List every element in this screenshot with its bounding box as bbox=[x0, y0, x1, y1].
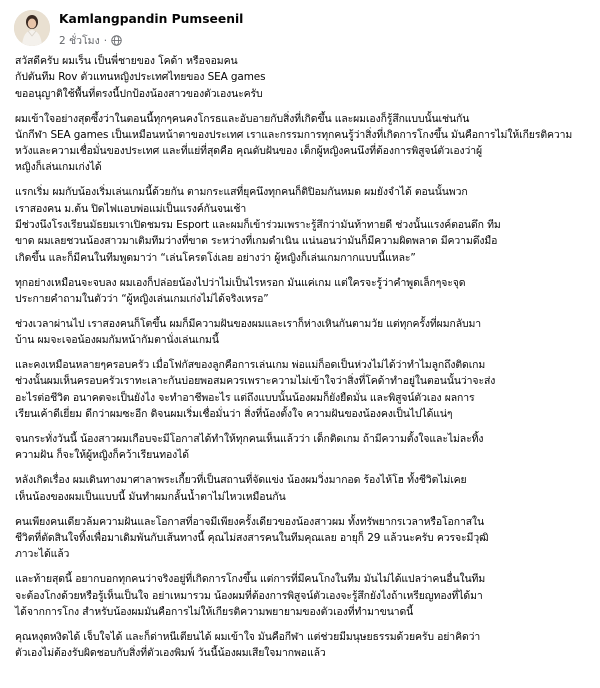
post-paragraph bbox=[15, 184, 587, 265]
author-name[interactable]: Kamlangpandin Pumseenil bbox=[59, 12, 244, 26]
post-text-line: ทุกอย่างเหมือนจะจบลง ผมเองก็ปล่อยน้องไปว่าไม่เป็นไรหรอก มันแค่เกม แต่ใครจะรู้ว่าคำพูดเล็กๆจะจุด bbox=[15, 276, 466, 289]
post-text-line: ตัวเองไม่ต้องรับผิดชอบกับสิ่งที่ตัวเองพิมพ์ วันนี้น้องผมเสียใจมากพอแล้ว bbox=[15, 647, 326, 660]
post-text-line: ได้จากการโกง สำหรับน้องผมมันคือการไม่ให้เกียรติความพยายามของตัวเองที่ทำมาขนาดนี้ bbox=[15, 605, 414, 618]
post-text-line: จะต้องโกงด้วยหรือรู้เห็นเป็นใจ อย่าเหมารวม น้องผมที่ต้องการพิสูจน์ตัวเองจะรู้สึกยังไงถ้าเหรียญทองที่ได้มา bbox=[15, 589, 483, 602]
post-body bbox=[15, 53, 587, 670]
post-text-line: กัปตันทีม Rov ตัวแทนหญิงประเทศไทยของ SEA games bbox=[15, 71, 266, 84]
post-header bbox=[0, 0, 600, 46]
post-text-line: อะไรต่อชีวิต อนาคตจะเป็นยังไง จะทำอาชีพอะไร แต่ถึงแบบนั้นน้องผมก็ยังยืดมั่น และพิสูจน์ตัวเอง ผลการ bbox=[15, 391, 475, 404]
post-text-line: มีช่วงนึงโรงเรียนมัธยมเราเปิดชมรม Esport และผมก็เข้าร่วมเพราะรู้สึกว่ามันท้าทายดี ช่วงนั้นแรงค์ตอนดึก ทีม bbox=[15, 219, 501, 232]
post-text-line: ผมเข้าใจอย่างสุดซึ้งว่าในตอนนี้ทุกๆคนคงโกรธและอับอายกับสิ่งที่เกิดขึ้น และผมเองก็รู้สึกแบบนั้นเช่นกัน bbox=[15, 112, 470, 125]
post-text-line: เกิดขึ้น และก็มีคนในทีมพูดมาว่า “เล่นโครตโง่เลย อย่างว่า ผู้หญิงก็เล่นเกมกากแบบนี้แหละ” bbox=[15, 251, 416, 264]
post-text-line: จนกระทั่งวันนี้ น้องสาวผมเกือบจะมีโอกาสได้ทำให้ทุกคนเห็นแล้วว่า เด็กติดเกม ถ้ามีความตั้งใจและไม่ละทิ้ง bbox=[15, 433, 484, 446]
post-text-line: เห็นน้องของผมเป็นแบบนี้ มันทำผมกลั้นน้ำตาไม่ไหวเหมือนกัน bbox=[15, 490, 286, 503]
post-text-line: และท้ายสุดนี้ อยากบอกทุกคนว่าจริงอยู่ที่เกิดการโกงขึ้น แต่การที่มีคนโกงในทีม มันไม่ได้แปลว่าคนอื่นในทีม bbox=[15, 573, 486, 586]
post-paragraph bbox=[15, 571, 587, 620]
post-paragraph bbox=[15, 629, 587, 662]
avatar[interactable] bbox=[14, 10, 50, 46]
post-text-line: ประกายคำถามในตัวว่า “ผู้หญิงเล่นเกมเก่งไม่ได้จริงเหรอ” bbox=[15, 292, 269, 305]
post-text-line: หลังเกิดเรื่อง ผมเดินทางมาศาลาพระเกี้ยวที่เป็นสถานที่จัดแข่ง น้องผมวิ่งมากอด ร้องไห้โฮ ทั้งชีวิตไม่เคย bbox=[15, 474, 467, 487]
post-text-line: คนเพียงคนเดียวล้มความฝันและโอกาสที่อาจมีเพียงครั้งเดียวของน้องสาวผม ทั้งทรัพยากรเวลาหรือโอกาสใน bbox=[15, 515, 485, 528]
post-paragraph bbox=[15, 53, 587, 102]
post-text-line: เราสองคน ม.ต้น ปิดไฟแอบพ่อแม่เป็นแรงค์กันจนเช้า bbox=[15, 202, 247, 215]
post-text-line: แรกเริ่ม ผมกับน้องเริ่มเล่นเกมนี้ด้วยกัน ตามกระแสที่ยุคนึงทุกคนก็ติปิอมกันหมด ผมยังจำได้ ตอนนั้นพวก bbox=[15, 186, 468, 199]
post-text-line: นักกีฬา SEA games เป็นเหมือนหน้าตาของประเทศ เราและกรรมการทุกคนรู้ว่าสิ่งที่เกิดการโกงขึ้น มันคือการไม่ให้เกียรติความ bbox=[15, 128, 573, 141]
post-text-line: บ้าน ผมจะเจอน้องผมกัมหน้ากัมตานั่งเล่นเกมนี้ bbox=[15, 334, 219, 347]
post-text-line: ช่วงนั้นผมเห็นครอบครัวเราทะเลาะกันบ่อยพอสมควรเพราะความไม่เข้าใจว่าสิ่งที่โคด้าทำอยู่ในตอนนั้นว่าจะส่ง bbox=[15, 375, 496, 388]
post-text-line: หวังและความเชื่อมั่นของประเทศ และที่แย่ที่สุดคือ คุณดับฝันของ เด็กผู้หญิงคนนึงที่ต้องการพิสูจน์ตัวเองว่าผู้ bbox=[15, 145, 483, 158]
post-paragraph bbox=[15, 357, 587, 422]
post-paragraph bbox=[15, 111, 587, 176]
post-text-line: ชีวิตที่ตัดสินใจทิ้งเพื่อมาเดิมพันกับเส้นทางนี้ คุณไม่สงสารคนในทีมคุณเลย อายุก็ 29 แล้วนะครับ ควรจะมีวุฒิ bbox=[15, 531, 489, 544]
post-paragraph bbox=[15, 275, 587, 308]
post-meta bbox=[59, 32, 122, 49]
post-text-line: คุณหงุดหงิดได้ เจ็บใจได้ และก็ด่าหนีเตียนได้ ผมเข้าใจ มันคือกีฬา แต่ช่วยมีมนุษยธรรมด้วยครับ อย่าคิดว่า bbox=[15, 630, 481, 643]
post-text-line: สวัสดีครับ ผมเร็น เป็นพี่ชายของ โคด้า หรือจอมคน bbox=[15, 55, 238, 67]
post-text-line: หญิงก็เล่นเกมเก่งได้ bbox=[15, 161, 102, 174]
post-text-line: ช่วงเวลาผ่านไป เราสองคนก็โตขึ้น ผมก็มีความฝันของผมและเราก็ห่างเหินกันตามวัย แต่ทุกครั้งที่ผมกลับมา bbox=[15, 317, 482, 330]
post-text-line: ภาวะได้แล้ว bbox=[15, 548, 70, 561]
post-paragraph bbox=[15, 316, 587, 349]
globe-icon[interactable] bbox=[111, 35, 122, 46]
post-text-line: และคงเหมือนหลายๆครอบครัว เมื่อโฟกัสของลูกคือการเล่นเกม พ่อแม่ก็อดเป็นห่วงไม่ได้ว่าทำไมลูกถึงติดเกม bbox=[15, 359, 486, 372]
post-paragraph bbox=[15, 472, 587, 505]
post-text-line: ความฝัน ก็จะให้ผู้หญิงก็คว้าเรียนทองได้ bbox=[15, 449, 189, 462]
post-text-line: เรียนเค้าดีเยี่ยม ดีกว่าผมซะอีก ดิจนผมเริ่มเชื่อมั่นว่า สิ่งที่น้องตั้งใจ ความฝันของน้องคงเป็นไปได้แน่ๆ bbox=[15, 408, 453, 421]
post-paragraph bbox=[15, 431, 587, 464]
separator-dot: · bbox=[103, 34, 108, 47]
post-text-line: ขาด ผมเลยชวนน้องสาวมาเติมทีมว่างที่ขาด ระหว่างที่เกมดำเนิน แน่นอนว่ามันก็มีความผิดพลาด มีความดึงมือ bbox=[15, 235, 498, 248]
post-text-line: ขออนุญาติใช้พื้นที่ตรงนี้ปกป้องน้องสาวของตัวเองนะครับ bbox=[15, 87, 263, 100]
timestamp[interactable]: 2 ชั่วโมง bbox=[59, 35, 100, 47]
post-paragraph bbox=[15, 514, 587, 563]
